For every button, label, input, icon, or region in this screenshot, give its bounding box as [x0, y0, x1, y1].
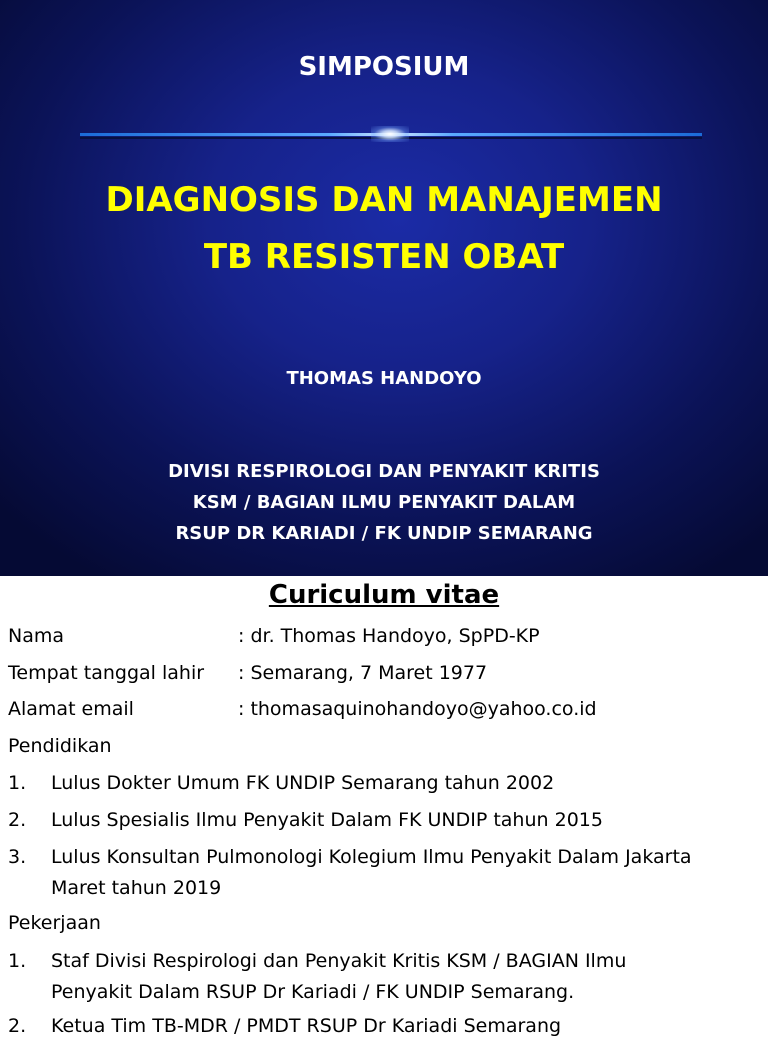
field-label: Alamat email [8, 698, 134, 720]
list-number: 1. [8, 950, 27, 972]
divider-sparkle-icon [371, 126, 409, 142]
list-text: Maret tahun 2019 [51, 877, 222, 899]
list-number: 1. [8, 772, 27, 794]
affiliation-line-3: RSUP DR KARIADI / FK UNDIP SEMARANG [175, 523, 593, 544]
affiliation-line-1: DIVISI RESPIROLOGI DAN PENYAKIT KRITIS [168, 461, 600, 482]
author-name: THOMAS HANDOYO [286, 368, 482, 389]
field-label: Tempat tanggal lahir [8, 662, 205, 684]
symposium-label: SIMPOSIUM [298, 52, 470, 82]
field-value: : Semarang, 7 Maret 1977 [238, 662, 488, 684]
list-number: 2. [8, 1015, 27, 1037]
list-text: Penyakit Dalam RSUP Dr Kariadi / FK UNDIP Semarang. [51, 981, 575, 1003]
field-value: : dr. Thomas Handoyo, SpPD-KP [238, 625, 540, 647]
slide-title-line-1: DIAGNOSIS DAN MANAJEMEN [105, 180, 663, 220]
field-value: : thomasaquinohandoyo@yahoo.co.id [238, 698, 597, 720]
list-text: Lulus Dokter Umum FK UNDIP Semarang tahun 2002 [51, 772, 555, 794]
list-text: Lulus Konsultan Pulmonologi Kolegium Ilmu Penyakit Dalam Jakarta [51, 846, 692, 868]
list-text: Staf Divisi Respirologi dan Penyakit Kritis KSM / BAGIAN Ilmu [51, 950, 627, 972]
field-label: Nama [8, 625, 65, 647]
list-text: Ketua Tim TB-MDR / PMDT RSUP Dr Kariadi Semarang [51, 1015, 562, 1037]
cv-slide [0, 576, 768, 1037]
section-heading-pendidikan: Pendidikan [8, 735, 112, 757]
cv-title: Curiculum vitae [268, 580, 500, 610]
list-text: Lulus Spesialis Ilmu Penyakit Dalam FK UNDIP tahun 2015 [51, 809, 603, 831]
affiliation-line-2: KSM / BAGIAN ILMU PENYAKIT DALAM [192, 492, 576, 513]
section-heading-pekerjaan: Pekerjaan [8, 912, 101, 934]
list-number: 2. [8, 809, 27, 831]
list-number: 3. [8, 846, 27, 868]
slide-title-line-2: TB RESISTEN OBAT [203, 237, 565, 277]
